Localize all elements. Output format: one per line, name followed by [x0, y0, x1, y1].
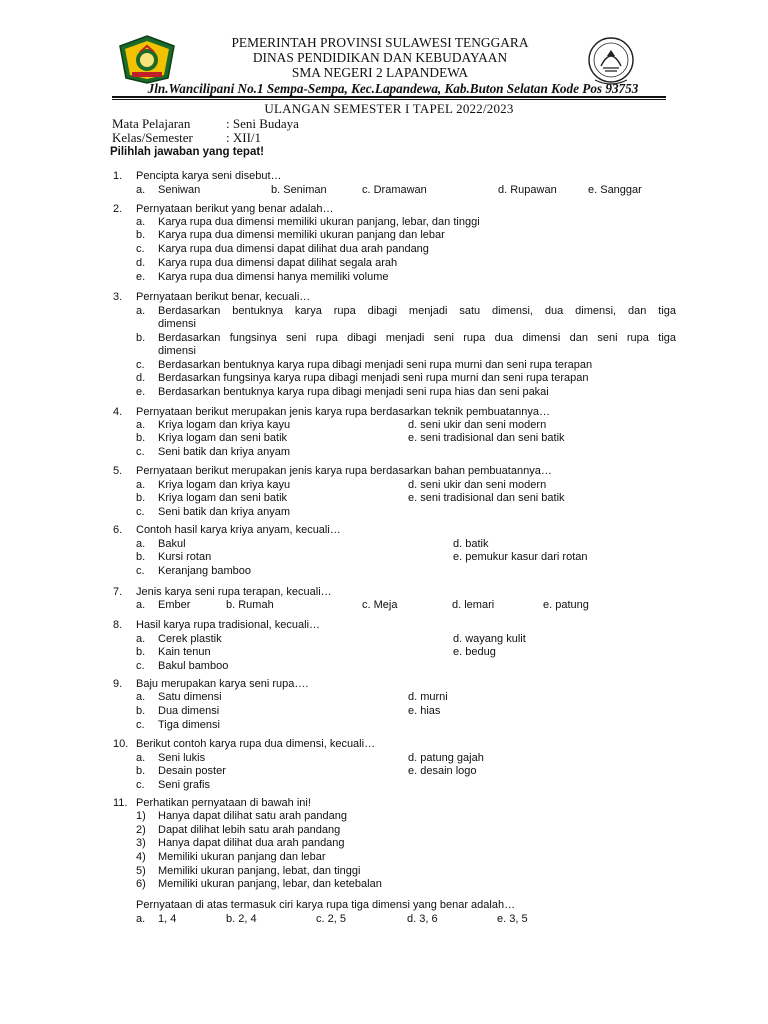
option-c: Karya rupa dua dimensi dapat dilihat dua arah pandang — [158, 243, 429, 255]
question-text: Jenis karya seni rupa terapan, kecuali… — [136, 586, 332, 598]
option-e: e. seni tradisional dan seni batik — [408, 432, 565, 444]
option-label: d. — [136, 372, 146, 384]
question-text: Perhatikan pernyataan di bawah ini! — [136, 797, 311, 809]
question-text: Pernyataan berikut benar, kecuali… — [136, 291, 311, 303]
option-e: e. Sanggar — [588, 184, 642, 196]
option-label: b. — [136, 332, 146, 344]
option-a: Seniwan — [158, 184, 201, 196]
option-c: Seni batik dan kriya anyam — [158, 446, 291, 458]
option-a: Kriya logam dan kriya kayu — [158, 479, 291, 491]
exam-title: ULANGAN SEMESTER I TAPEL 2022/2023 — [264, 101, 514, 116]
option-d: d. wayang kulit — [453, 633, 526, 645]
option-label: c. — [136, 719, 145, 731]
question-text: Contoh hasil karya kriya anyam, kecuali… — [136, 524, 341, 536]
option-label: b. — [136, 705, 146, 717]
question-number: 7. — [113, 586, 123, 598]
option-b: b. Rumah — [226, 599, 274, 611]
option-label: b. — [136, 646, 146, 658]
statement-text: Memiliki ukuran panjang, lebar, dan ketebalan — [158, 878, 382, 890]
option-label: c. — [136, 506, 145, 518]
option-label: a. — [136, 216, 146, 228]
option-label: c. — [136, 359, 145, 371]
option-label: b. — [136, 492, 146, 504]
option-e: e. desain logo — [408, 765, 477, 777]
option-label: a. — [136, 691, 146, 703]
option-a: Berdasarkan bentuknya karya rupa dibagi menjadi satu dimensi, dua dimensi, dan tiga — [158, 305, 676, 317]
statement-text: Memiliki ukuran panjang dan lebar — [158, 851, 326, 863]
question-text: Pernyataan berikut merupakan jenis karya rupa berdasarkan bahan pembuatannya… — [136, 465, 552, 477]
option-label: a. — [136, 752, 146, 764]
question-prompt: Pernyataan di atas termasuk ciri karya rupa tiga dimensi yang benar adalah… — [136, 899, 516, 911]
option-b: Karya rupa dua dimensi memiliki ukuran panjang dan lebar — [158, 229, 445, 241]
option-d: d. batik — [453, 538, 489, 550]
option-c: Tiga dimensi — [158, 719, 220, 731]
question-number: 6. — [113, 524, 123, 536]
province-emblem-logo — [118, 34, 176, 84]
option-label: a. — [136, 419, 146, 431]
statement-number: 5) — [136, 865, 146, 877]
option-b: b. 2, 4 — [226, 913, 257, 925]
option-label: a. — [136, 913, 146, 925]
subject-label: Mata Pelajaran — [112, 116, 191, 131]
option-c: c. Meja — [362, 599, 398, 611]
option-label: a. — [136, 538, 146, 550]
option-c: Keranjang bamboo — [158, 565, 251, 577]
option-label: a. — [136, 305, 146, 317]
option-e: e. patung — [543, 599, 589, 611]
question-number: 1. — [113, 170, 123, 182]
option-b: Kriya logam dan seni batik — [158, 432, 288, 444]
header-government: PEMERINTAH PROVINSI SULAWESI TENGGARA — [231, 35, 529, 50]
option-a: Karya rupa dua dimensi memiliki ukuran panjang, lebar, dan tinggi — [158, 216, 480, 228]
question-number: 4. — [113, 406, 123, 418]
option-e: Berdasarkan bentuknya karya rupa dibagi menjadi seni rupa hias dan seni pakai — [158, 386, 549, 398]
question-number: 3. — [113, 291, 123, 303]
question-text: Pernyataan berikut yang benar adalah… — [136, 203, 334, 215]
option-e: e. bedug — [453, 646, 496, 658]
option-a: 1, 4 — [158, 913, 177, 925]
statement-text: Hanya dapat dilihat satu arah pandang — [158, 810, 347, 822]
option-d: d. patung gajah — [408, 752, 484, 764]
option-d: d. murni — [408, 691, 448, 703]
question-number: 10. — [113, 738, 129, 750]
statement-number: 4) — [136, 851, 146, 863]
statement-number: 3) — [136, 837, 146, 849]
option-c: Seni grafis — [158, 779, 210, 791]
option-d: d. Rupawan — [498, 184, 557, 196]
option-label: b. — [136, 432, 146, 444]
option-b-continued: dimensi — [158, 345, 196, 357]
class-label: Kelas/Semester — [112, 130, 193, 145]
option-a: Bakul — [158, 538, 186, 550]
header-school-name: SMA NEGERI 2 LAPANDEWA — [291, 65, 469, 80]
option-c: Berdasarkan bentuknya karya rupa dibagi menjadi seni rupa murni dan seni rupa terapan — [158, 359, 593, 371]
question-number: 9. — [113, 678, 123, 690]
header-divider — [112, 96, 666, 98]
option-d: d. seni ukir dan seni modern — [408, 419, 547, 431]
option-label: e. — [136, 386, 146, 398]
option-b: Kain tenun — [158, 646, 211, 658]
option-e: e. seni tradisional dan seni batik — [408, 492, 565, 504]
option-label: c. — [136, 779, 145, 791]
option-label: c. — [136, 565, 145, 577]
header-divider-thin — [112, 99, 666, 100]
option-d: Berdasarkan fungsinya karya rupa dibagi menjadi seni rupa murni dan seni rupa terapan — [158, 372, 589, 384]
option-label: a. — [136, 184, 146, 196]
option-label: c. — [136, 243, 145, 255]
option-c: Seni batik dan kriya anyam — [158, 506, 291, 518]
option-label: d. — [136, 257, 146, 269]
option-b: Dua dimensi — [158, 705, 220, 717]
option-d: d. 3, 6 — [407, 913, 438, 925]
option-a: Seni lukis — [158, 752, 206, 764]
option-d: d. seni ukir dan seni modern — [408, 479, 547, 491]
option-d: Karya rupa dua dimensi dapat dilihat segala arah — [158, 257, 398, 269]
option-c: c. 2, 5 — [316, 913, 346, 925]
option-e: Karya rupa dua dimensi hanya memiliki volume — [158, 271, 389, 283]
option-d: d. lemari — [452, 599, 495, 611]
statement-text: Hanya dapat dilihat dua arah pandang — [158, 837, 345, 849]
option-label: c. — [136, 660, 145, 672]
option-b: Kursi rotan — [158, 551, 212, 563]
option-a: Satu dimensi — [158, 691, 222, 703]
option-label: b. — [136, 551, 146, 563]
option-b: b. Seniman — [271, 184, 327, 196]
option-c: Bakul bamboo — [158, 660, 229, 672]
question-text: Hasil karya rupa tradisional, kecuali… — [136, 619, 321, 631]
option-label: b. — [136, 765, 146, 777]
question-number: 2. — [113, 203, 123, 215]
statement-number: 6) — [136, 878, 146, 890]
header-department: DINAS PENDIDIKAN DAN KEBUDAYAAN — [252, 50, 508, 65]
option-label: a. — [136, 633, 146, 645]
option-label: a. — [136, 479, 146, 491]
option-e: e. 3, 5 — [497, 913, 528, 925]
question-number: 8. — [113, 619, 123, 631]
question-number: 5. — [113, 465, 123, 477]
option-label: a. — [136, 599, 146, 611]
option-e: e. hias — [408, 705, 441, 717]
school-emblem-logo — [585, 36, 637, 86]
option-label: b. — [136, 229, 146, 241]
statement-text: Memiliki ukuran panjang, lebat, dan tinggi — [158, 865, 361, 877]
question-text: Berikut contoh karya rupa dua dimensi, kecuali… — [136, 738, 376, 750]
option-e: e. pemukur kasur dari rotan — [453, 551, 588, 563]
statement-number: 1) — [136, 810, 146, 822]
option-a: Cerek plastik — [158, 633, 222, 645]
subject-value: : Seni Budaya — [226, 116, 299, 131]
option-b: Desain poster — [158, 765, 226, 777]
option-a: Ember — [158, 599, 191, 611]
option-a: Kriya logam dan kriya kayu — [158, 419, 291, 431]
header-address: Jln.Wancilipani No.1 Sempa-Sempa, Kec.Lapandewa, Kab.Buton Selatan Kode Pos 93753 — [147, 81, 639, 96]
class-value: : XII/1 — [226, 130, 262, 145]
option-b: Kriya logam dan seni batik — [158, 492, 288, 504]
question-text: Pernyataan berikut merupakan jenis karya rupa berdasarkan teknik pembuatannya… — [136, 406, 550, 418]
statement-text: Dapat dilihat lebih satu arah pandang — [158, 824, 341, 836]
option-c: c. Dramawan — [362, 184, 427, 196]
question-text: Pencipta karya seni disebut… — [136, 170, 282, 182]
statement-number: 2) — [136, 824, 146, 836]
option-a-continued: dimensi — [158, 318, 196, 330]
option-label: e. — [136, 271, 146, 283]
option-label: c. — [136, 446, 145, 458]
question-text: Baju merupakan karya seni rupa…. — [136, 678, 309, 690]
instruction: Pilihlah jawaban yang tepat! — [110, 146, 265, 158]
question-number: 11. — [113, 797, 128, 809]
option-b: Berdasarkan fungsinya seni rupa dibagi menjadi seni rupa dua dimensi dan seni rupa tiga — [158, 332, 676, 344]
